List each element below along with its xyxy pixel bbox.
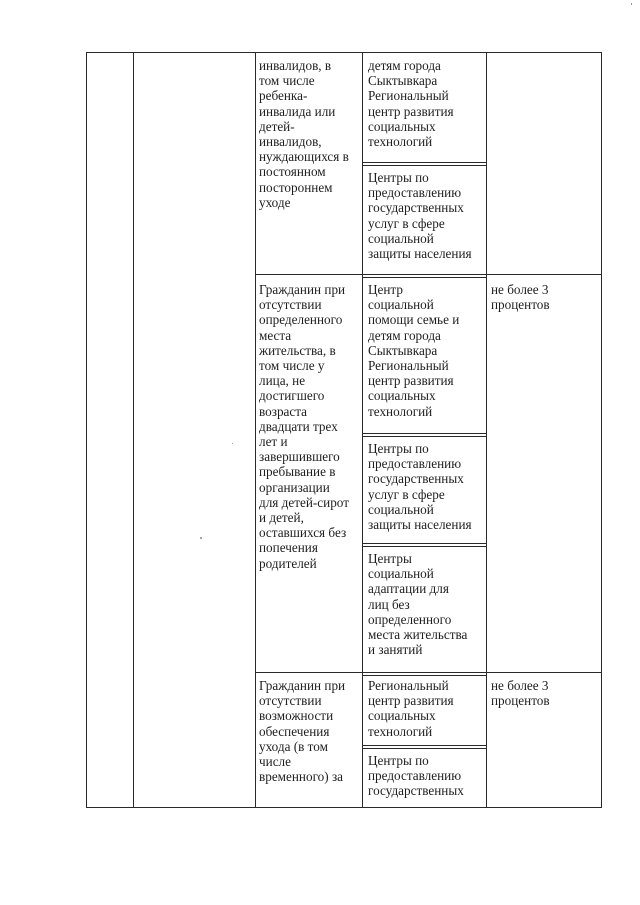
row2-category-cell: Гражданин при отсутствии определенного места жительства, в том числе у лица, не достигшего возраста двадцати трех лет и завершившего пребывание в организации для детей-сирот и детей, оставшихся без попечения родителей: [259, 282, 349, 571]
row3-provider-2-cell: Центры по предоставлению государственных: [368, 753, 464, 799]
row-divider: [255, 672, 602, 673]
table-border-top: [86, 52, 602, 53]
row2-limit-cell: не более 3 процентов: [491, 282, 550, 313]
scan-speck: [631, 3, 632, 5]
row1-provider-2-cell: Центры по предоставлению государственных услуг в сфере социальной защиты населения: [368, 170, 472, 262]
row1-provider-1-cell: детям города Сыктывкара Региональный центр развития социальных технологий: [368, 58, 454, 150]
subcell-divider: [362, 165, 487, 166]
row3-limit-cell: не более 3 процентов: [491, 678, 550, 709]
column-divider: [255, 52, 256, 808]
subcell-divider: [362, 433, 487, 434]
subcell-divider: [362, 543, 487, 544]
row2-provider-3-cell: Центры социальной адаптации для лиц без определенного места жительства и занятий: [368, 551, 468, 658]
row2-provider-2-cell: Центры по предоставлению государственных услуг в сфере социальной защиты населения: [368, 441, 472, 533]
subcell-divider: [362, 436, 487, 437]
subcell-divider: [362, 546, 487, 547]
table-border-left: [86, 52, 87, 808]
row2-provider-1-cell: Центр социальной помощи семье и детям города Сыктывкара Региональный центр развития социальных технологий: [368, 282, 460, 419]
subcell-divider: [362, 162, 487, 163]
row1-category-cell: инвалидов, в том числе ребенка- инвалида или детей- инвалидов, нуждающихся в постоянном постороннем уходе: [259, 58, 349, 210]
row-divider: [255, 274, 602, 275]
row3-category-cell: Гражданин при отсутствии возможности обеспечения ухода (в том числе временного) за: [259, 678, 346, 785]
scan-speck: [200, 537, 202, 539]
subcell-divider: [362, 745, 487, 746]
subcell-divider: [362, 748, 487, 749]
subcell-divider: [362, 675, 487, 676]
table-border-bottom: [86, 807, 602, 808]
scan-speck: [232, 443, 233, 444]
subcell-divider: [362, 277, 487, 278]
column-divider: [133, 52, 134, 808]
row3-provider-1-cell: Региональный центр развития социальных технологий: [368, 678, 454, 739]
table-border-right: [601, 52, 602, 808]
